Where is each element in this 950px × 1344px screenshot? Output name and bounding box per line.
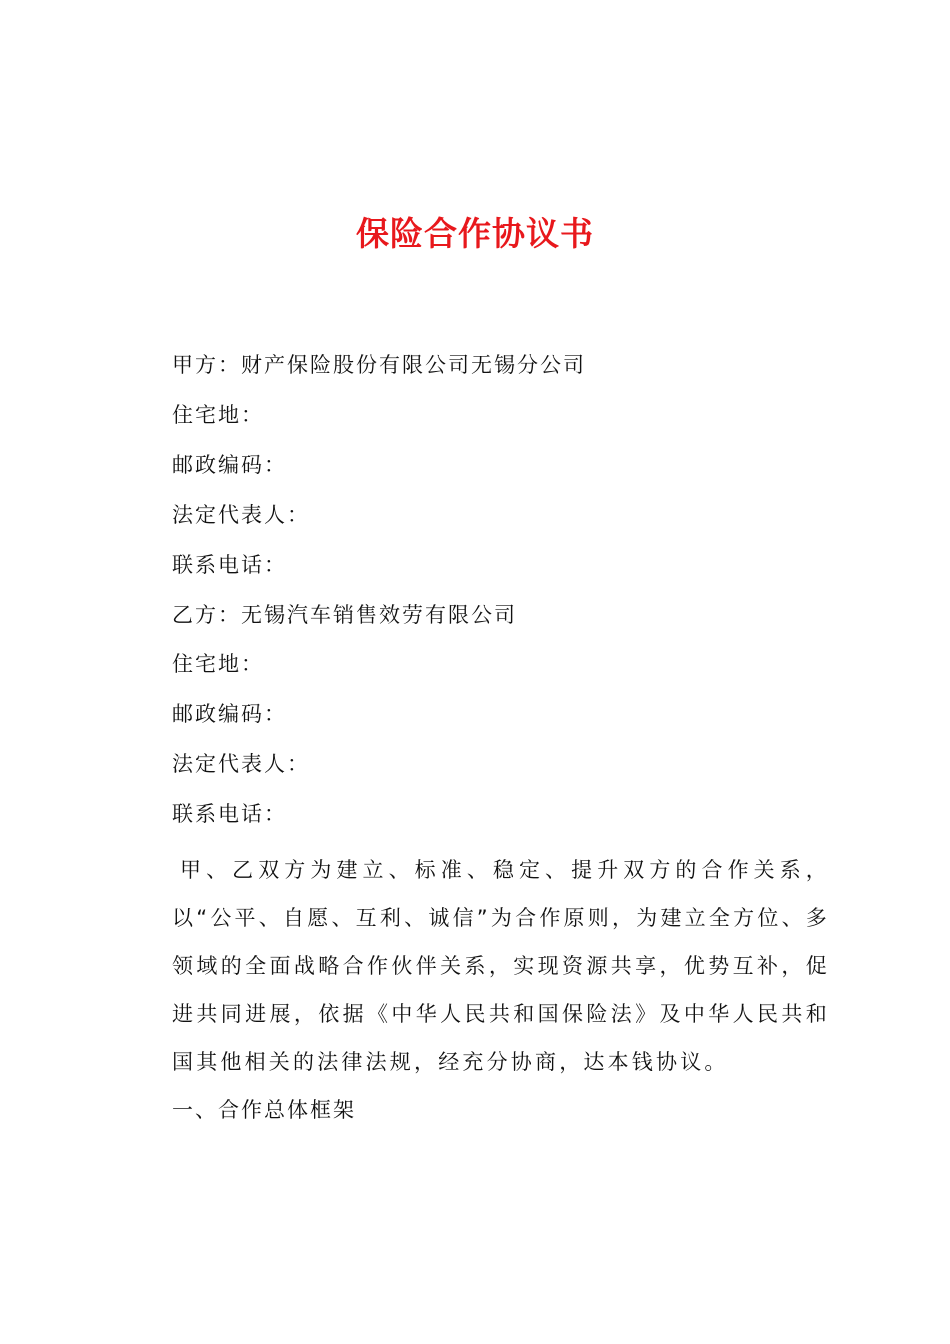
party-b-address: 住宅地： [172, 652, 264, 676]
preamble-paragraph: 甲、乙双方为建立、标准、稳定、提升双方的合作关系，以“公平、自愿、互利、诚信”为合作原则，为建立全方位、多领域的全面战略合作伙伴关系，实现资源共享，优势互补，促进共同进展，依据《中华人民共和国保险法》及中华人民共和国其他相关的法律法规，经充分协商，达本钱协议。 [172, 858, 830, 1074]
party-b-phone: 联系电话： [172, 802, 287, 826]
party-a-postal-code: 邮政编码： [172, 453, 287, 477]
party-b-postal-code: 邮政编码： [172, 702, 287, 726]
party-b-name: 乙方：无锡汽车销售效劳有限公司 [172, 603, 517, 627]
party-a-name: 甲方：财产保险股份有限公司无锡分公司 [172, 353, 586, 377]
section-heading: 一、合作总体框架 [172, 1098, 356, 1122]
party-a-address: 住宅地： [172, 403, 264, 427]
document-title: 保险合作协议书 [356, 214, 594, 253]
party-a-legal-rep: 法定代表人： [172, 503, 310, 527]
party-b-legal-rep: 法定代表人： [172, 752, 310, 776]
party-a-phone: 联系电话： [172, 553, 287, 577]
